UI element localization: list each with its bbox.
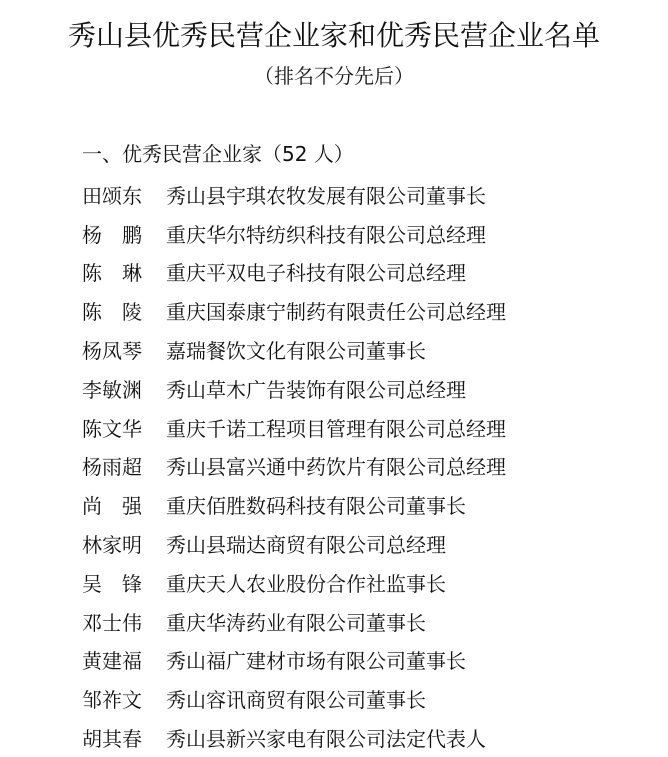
document-subtitle: （排名不分先后） bbox=[254, 64, 414, 88]
entrepreneur-position: 秀山县宇琪农牧发展有限公司董事长 bbox=[166, 183, 486, 208]
entrepreneur-position: 秀山福广建材市场有限公司董事长 bbox=[166, 649, 466, 674]
entrepreneur-position: 秀山县瑞达商贸有限公司总经理 bbox=[166, 533, 446, 558]
entrepreneur-name: 田颂东 bbox=[82, 183, 142, 208]
entrepreneur-name: 胡其春 bbox=[82, 727, 142, 752]
list-item bbox=[82, 718, 506, 757]
entrepreneur-name: 杨凤琴 bbox=[82, 339, 142, 364]
entrepreneur-position: 重庆平双电子科技有限公司总经理 bbox=[166, 261, 466, 286]
entrepreneur-position: 重庆国泰康宁制药有限责任公司总经理 bbox=[166, 300, 506, 325]
list-item bbox=[82, 369, 506, 408]
entrepreneur-position: 秀山县新兴家电有限公司法定代表人 bbox=[166, 727, 486, 752]
entrepreneur-position: 重庆华涛药业有限公司董事长 bbox=[166, 610, 426, 635]
entrepreneur-position: 秀山县富兴通中药饮片有限公司总经理 bbox=[166, 455, 506, 480]
entrepreneur-position: 秀山草木广告装饰有限公司总经理 bbox=[166, 377, 466, 402]
entrepreneur-position: 嘉瑞餐饮文化有限公司董事长 bbox=[166, 339, 426, 364]
entrepreneur-name: 林家明 bbox=[82, 533, 142, 558]
entrepreneur-name: 杨雨超 bbox=[82, 455, 142, 480]
section-heading: 一、优秀民营企业家（52 人） bbox=[82, 142, 354, 166]
document-title: 秀山县优秀民营企业家和优秀民营企业名单 bbox=[67, 19, 600, 52]
list-item bbox=[82, 214, 506, 253]
entrepreneur-position: 秀山容讯商贸有限公司董事长 bbox=[166, 688, 426, 713]
entrepreneur-name: 陈 陵 bbox=[82, 300, 142, 325]
list-item bbox=[82, 408, 506, 447]
list-item bbox=[82, 447, 506, 486]
list-item bbox=[82, 175, 506, 214]
entrepreneur-name: 黄建福 bbox=[82, 649, 142, 674]
entrepreneur-position: 重庆天人农业股份合作社监事长 bbox=[166, 571, 446, 596]
entrepreneur-name: 邹祚文 bbox=[82, 688, 142, 713]
list-item bbox=[82, 291, 506, 330]
entrepreneur-name: 李敏渊 bbox=[82, 377, 142, 402]
list-item bbox=[82, 641, 506, 680]
entrepreneur-name: 尚 强 bbox=[82, 494, 142, 519]
entrepreneur-name: 陈 琳 bbox=[82, 261, 142, 286]
list-item bbox=[82, 602, 506, 641]
entrepreneur-name: 杨 鹏 bbox=[82, 222, 142, 247]
entrepreneur-name: 邓士伟 bbox=[82, 610, 142, 635]
entrepreneur-name: 吴 锋 bbox=[82, 571, 142, 596]
entrepreneur-position: 重庆华尔特纺织科技有限公司总经理 bbox=[166, 222, 486, 247]
list-item bbox=[82, 679, 506, 718]
entrepreneur-name: 陈文华 bbox=[82, 416, 142, 441]
entrepreneur-position: 重庆千诺工程项目管理有限公司总经理 bbox=[166, 416, 506, 441]
list-item bbox=[82, 253, 506, 292]
list-item bbox=[82, 524, 506, 563]
entrepreneur-list bbox=[82, 175, 506, 757]
list-item bbox=[82, 485, 506, 524]
entrepreneur-position: 重庆佰胜数码科技有限公司董事长 bbox=[166, 494, 466, 519]
list-item bbox=[82, 563, 506, 602]
list-item bbox=[82, 330, 506, 369]
